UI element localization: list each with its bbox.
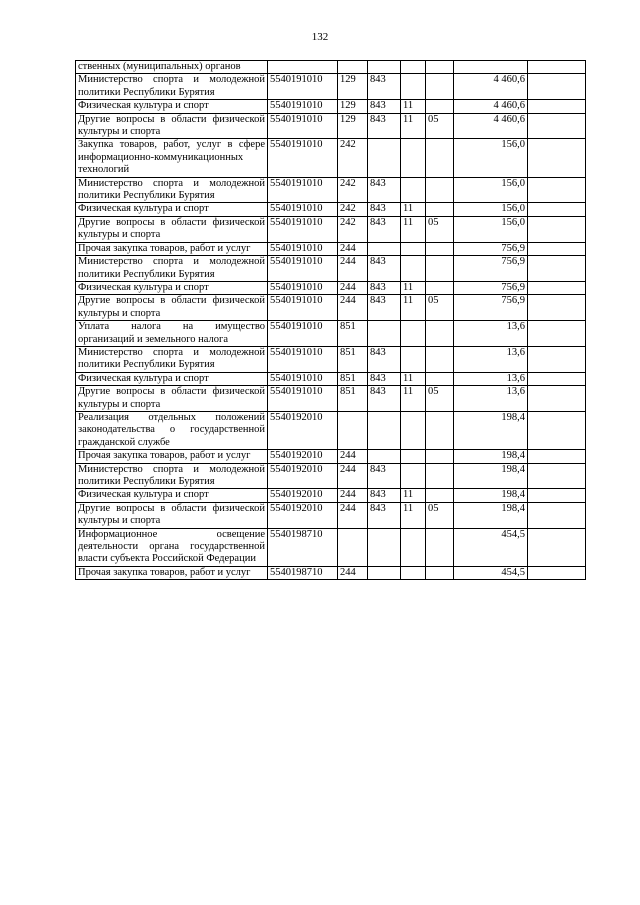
cell-ministry-code: 843 (368, 463, 401, 489)
cell-name: Другие вопросы в области физической культуры и спорта (76, 386, 268, 412)
cell-ministry-code: 843 (368, 346, 401, 372)
cell-extra (528, 281, 586, 294)
cell-section (401, 321, 426, 347)
table-row (76, 139, 586, 177)
table-row (76, 346, 586, 372)
page-number: 132 (311, 31, 329, 43)
cell-amount: 156,0 (454, 177, 528, 203)
cell-extra (528, 346, 586, 372)
cell-name: Министерство спорта и молодежной политики Республики Бурятия (76, 177, 268, 203)
cell-name: Другие вопросы в области физической культуры и спорта (76, 502, 268, 528)
cell-target-code: 5540192010 (268, 489, 338, 502)
cell-name: Закупка товаров, работ, услуг в сфере информационно-коммуникационных технологий (76, 139, 268, 177)
cell-amount: 756,9 (454, 256, 528, 282)
cell-section (401, 177, 426, 203)
table-row (76, 463, 586, 489)
cell-target-code: 5540191010 (268, 74, 338, 100)
cell-name: Физическая культура и спорт (76, 372, 268, 385)
table-row (76, 177, 586, 203)
cell-subsection (426, 61, 454, 74)
cell-amount: 156,0 (454, 203, 528, 216)
cell-section (401, 463, 426, 489)
cell-section: 11 (401, 216, 426, 242)
cell-extra (528, 203, 586, 216)
cell-amount: 756,9 (454, 295, 528, 321)
cell-subsection (426, 463, 454, 489)
cell-extra (528, 463, 586, 489)
cell-ministry-code: 843 (368, 177, 401, 203)
cell-amount (454, 61, 528, 74)
cell-name: Физическая культура и спорт (76, 489, 268, 502)
cell-expense-type: 244 (338, 463, 368, 489)
cell-expense-type: 242 (338, 203, 368, 216)
cell-extra (528, 450, 586, 463)
cell-ministry-code: 843 (368, 74, 401, 100)
table-row (76, 256, 586, 282)
cell-subsection (426, 346, 454, 372)
cell-amount: 4 460,6 (454, 113, 528, 139)
cell-target-code: 5540198710 (268, 566, 338, 579)
cell-expense-type: 244 (338, 242, 368, 255)
cell-section (401, 411, 426, 449)
cell-section (401, 566, 426, 579)
cell-extra (528, 372, 586, 385)
cell-ministry-code: 843 (368, 386, 401, 412)
cell-subsection (426, 281, 454, 294)
cell-subsection (426, 100, 454, 113)
cell-ministry-code (368, 242, 401, 255)
cell-subsection (426, 242, 454, 255)
cell-target-code (268, 61, 338, 74)
cell-target-code: 5540192010 (268, 463, 338, 489)
table-row (76, 566, 586, 579)
cell-subsection: 05 (426, 216, 454, 242)
cell-subsection (426, 203, 454, 216)
cell-name: ственных (муниципальных) органов (76, 61, 268, 74)
cell-target-code: 5540191010 (268, 256, 338, 282)
cell-extra (528, 242, 586, 255)
cell-name: Информационное освещение деятельности органа государственной власти субъекта Российской Федерации (76, 528, 268, 566)
cell-name: Прочая закупка товаров, работ и услуг (76, 450, 268, 463)
table-row (76, 386, 586, 412)
cell-target-code: 5540191010 (268, 177, 338, 203)
cell-expense-type: 244 (338, 489, 368, 502)
cell-target-code: 5540191010 (268, 242, 338, 255)
cell-section (401, 256, 426, 282)
cell-target-code: 5540191010 (268, 139, 338, 177)
cell-ministry-code (368, 411, 401, 449)
table-row (76, 489, 586, 502)
cell-expense-type: 851 (338, 321, 368, 347)
cell-expense-type: 242 (338, 177, 368, 203)
cell-expense-type: 129 (338, 113, 368, 139)
cell-subsection (426, 177, 454, 203)
cell-extra (528, 61, 586, 74)
cell-section: 11 (401, 502, 426, 528)
cell-ministry-code: 843 (368, 100, 401, 113)
cell-expense-type: 242 (338, 139, 368, 177)
cell-target-code: 5540191010 (268, 372, 338, 385)
cell-section: 11 (401, 203, 426, 216)
cell-section (401, 242, 426, 255)
cell-extra (528, 74, 586, 100)
cell-ministry-code: 843 (368, 256, 401, 282)
table-row (76, 113, 586, 139)
cell-extra (528, 321, 586, 347)
cell-expense-type: 244 (338, 566, 368, 579)
cell-expense-type: 129 (338, 74, 368, 100)
cell-amount: 13,6 (454, 372, 528, 385)
cell-section: 11 (401, 372, 426, 385)
cell-amount: 198,4 (454, 463, 528, 489)
table-row (76, 450, 586, 463)
table-body (76, 61, 586, 580)
cell-amount: 198,4 (454, 411, 528, 449)
cell-expense-type: 244 (338, 295, 368, 321)
cell-expense-type: 851 (338, 346, 368, 372)
cell-name: Реализация отдельных положений законодательства о государственной гражданской службе (76, 411, 268, 449)
table-row (76, 242, 586, 255)
cell-section: 11 (401, 281, 426, 294)
cell-expense-type: 244 (338, 450, 368, 463)
table-row (76, 216, 586, 242)
cell-target-code: 5540198710 (268, 528, 338, 566)
cell-subsection (426, 489, 454, 502)
cell-subsection (426, 372, 454, 385)
cell-ministry-code (368, 139, 401, 177)
cell-ministry-code: 843 (368, 113, 401, 139)
cell-expense-type: 851 (338, 386, 368, 412)
cell-section: 11 (401, 386, 426, 412)
cell-name: Прочая закупка товаров, работ и услуг (76, 242, 268, 255)
cell-target-code: 5540191010 (268, 113, 338, 139)
cell-name: Министерство спорта и молодежной политики Республики Бурятия (76, 256, 268, 282)
cell-target-code: 5540191010 (268, 216, 338, 242)
cell-expense-type: 129 (338, 100, 368, 113)
table-row (76, 100, 586, 113)
cell-expense-type (338, 411, 368, 449)
table-row (76, 281, 586, 294)
table-row (76, 372, 586, 385)
cell-expense-type: 244 (338, 281, 368, 294)
cell-amount: 756,9 (454, 281, 528, 294)
cell-section (401, 139, 426, 177)
cell-name: Прочая закупка товаров, работ и услуг (76, 566, 268, 579)
cell-ministry-code (368, 566, 401, 579)
cell-extra (528, 489, 586, 502)
cell-amount: 13,6 (454, 386, 528, 412)
cell-amount: 156,0 (454, 216, 528, 242)
cell-section (401, 450, 426, 463)
cell-name: Министерство спорта и молодежной политики Республики Бурятия (76, 74, 268, 100)
cell-subsection: 05 (426, 386, 454, 412)
cell-target-code: 5540191010 (268, 386, 338, 412)
cell-target-code: 5540192010 (268, 450, 338, 463)
cell-extra (528, 139, 586, 177)
cell-extra (528, 566, 586, 579)
cell-extra (528, 295, 586, 321)
cell-target-code: 5540191010 (268, 203, 338, 216)
cell-name: Министерство спорта и молодежной политики Республики Бурятия (76, 346, 268, 372)
cell-section: 11 (401, 295, 426, 321)
cell-expense-type: 244 (338, 502, 368, 528)
cell-extra (528, 411, 586, 449)
cell-subsection (426, 74, 454, 100)
cell-target-code: 5540191010 (268, 346, 338, 372)
cell-ministry-code: 843 (368, 295, 401, 321)
cell-extra (528, 502, 586, 528)
table-row (76, 61, 586, 74)
cell-extra (528, 256, 586, 282)
cell-subsection: 05 (426, 502, 454, 528)
cell-ministry-code: 843 (368, 372, 401, 385)
cell-ministry-code: 843 (368, 216, 401, 242)
cell-extra (528, 177, 586, 203)
cell-amount: 198,4 (454, 489, 528, 502)
cell-section (401, 346, 426, 372)
cell-amount: 156,0 (454, 139, 528, 177)
table-row (76, 411, 586, 449)
cell-extra (528, 100, 586, 113)
cell-subsection: 05 (426, 113, 454, 139)
cell-amount: 198,4 (454, 502, 528, 528)
cell-amount: 4 460,6 (454, 74, 528, 100)
cell-name: Другие вопросы в области физической культуры и спорта (76, 295, 268, 321)
cell-ministry-code (368, 528, 401, 566)
cell-name: Физическая культура и спорт (76, 100, 268, 113)
cell-subsection (426, 411, 454, 449)
cell-name: Другие вопросы в области физической культуры и спорта (76, 113, 268, 139)
cell-section (401, 74, 426, 100)
cell-target-code: 5540192010 (268, 411, 338, 449)
table-row (76, 295, 586, 321)
cell-expense-type: 242 (338, 216, 368, 242)
cell-amount: 454,5 (454, 566, 528, 579)
cell-section (401, 61, 426, 74)
table-row (76, 528, 586, 566)
cell-section: 11 (401, 489, 426, 502)
cell-expense-type: 851 (338, 372, 368, 385)
cell-name: Физическая культура и спорт (76, 203, 268, 216)
table-row (76, 502, 586, 528)
cell-extra (528, 528, 586, 566)
cell-extra (528, 216, 586, 242)
table-row (76, 203, 586, 216)
cell-ministry-code: 843 (368, 489, 401, 502)
cell-section: 11 (401, 100, 426, 113)
cell-ministry-code: 843 (368, 502, 401, 528)
cell-ministry-code: 843 (368, 203, 401, 216)
cell-expense-type (338, 61, 368, 74)
cell-target-code: 5540192010 (268, 502, 338, 528)
cell-amount: 13,6 (454, 321, 528, 347)
cell-subsection (426, 566, 454, 579)
table-row (76, 74, 586, 100)
cell-ministry-code (368, 61, 401, 74)
budget-table (75, 60, 586, 580)
cell-name: Другие вопросы в области физической культуры и спорта (76, 216, 268, 242)
cell-target-code: 5540191010 (268, 295, 338, 321)
cell-extra (528, 386, 586, 412)
cell-subsection (426, 321, 454, 347)
cell-ministry-code (368, 321, 401, 347)
cell-subsection: 05 (426, 295, 454, 321)
cell-subsection (426, 528, 454, 566)
cell-section: 11 (401, 113, 426, 139)
cell-target-code: 5540191010 (268, 281, 338, 294)
cell-target-code: 5540191010 (268, 321, 338, 347)
cell-amount: 198,4 (454, 450, 528, 463)
cell-expense-type (338, 528, 368, 566)
cell-ministry-code (368, 450, 401, 463)
cell-subsection (426, 139, 454, 177)
cell-name: Физическая культура и спорт (76, 281, 268, 294)
cell-extra (528, 113, 586, 139)
cell-expense-type: 244 (338, 256, 368, 282)
cell-name: Министерство спорта и молодежной политики Республики Бурятия (76, 463, 268, 489)
cell-amount: 13,6 (454, 346, 528, 372)
table-row (76, 321, 586, 347)
cell-target-code: 5540191010 (268, 100, 338, 113)
cell-name: Уплата налога на имущество организаций и земельного налога (76, 321, 268, 347)
cell-section (401, 528, 426, 566)
cell-amount: 4 460,6 (454, 100, 528, 113)
cell-amount: 454,5 (454, 528, 528, 566)
cell-amount: 756,9 (454, 242, 528, 255)
cell-subsection (426, 256, 454, 282)
cell-subsection (426, 450, 454, 463)
cell-ministry-code: 843 (368, 281, 401, 294)
